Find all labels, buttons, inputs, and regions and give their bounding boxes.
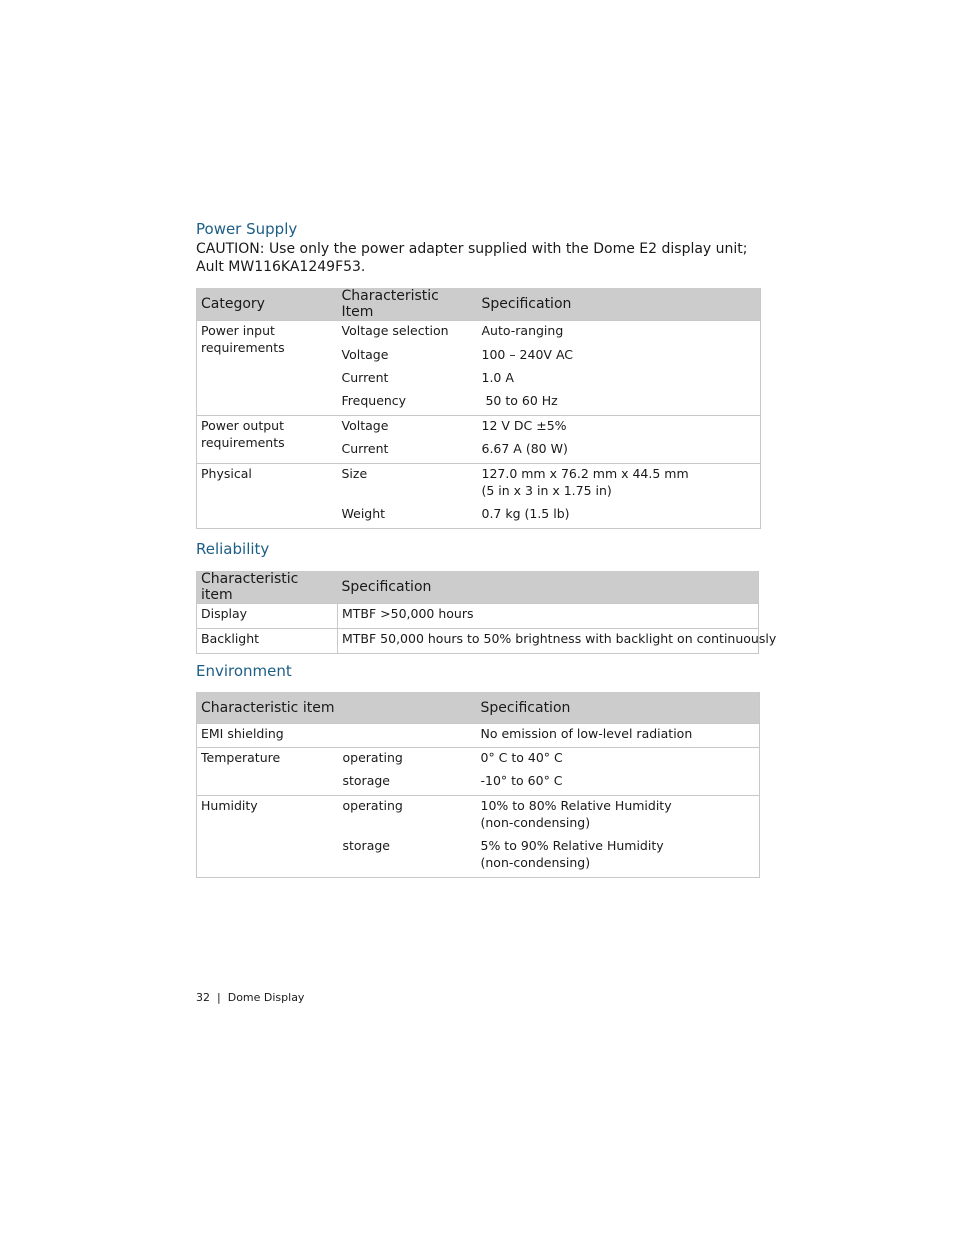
- power-supply-heading: Power Supply: [196, 220, 298, 238]
- spec-line: 10% to 80% Relative Humidity: [480, 798, 672, 813]
- table-header-row: [197, 288, 761, 321]
- sub-item-cell: storage: [342, 773, 390, 788]
- page-number: 32: [196, 991, 210, 1004]
- spec-cell: [478, 464, 761, 506]
- spec-line: (non-condensing): [480, 855, 591, 870]
- spec-cell: 6.67 A (80 W): [481, 441, 568, 456]
- power-input-group: [197, 321, 761, 416]
- item-cell: Weight: [341, 506, 386, 521]
- table-row: [197, 416, 761, 441]
- spec-cell: 0.7 kg (1.5 lb): [481, 506, 570, 521]
- spec-cell: No emission of low-level radiation: [480, 726, 693, 741]
- spec-cell: 100 – 240V AC: [481, 347, 573, 362]
- power-supply-table: [196, 288, 761, 529]
- table-row: [197, 724, 760, 748]
- spec-line: 127.0 mm x 76.2 mm x 44.5 mm: [481, 466, 689, 481]
- table-row: [197, 604, 759, 629]
- spec-cell: 0° C to 40° C: [480, 750, 563, 765]
- item-cell: Frequency: [341, 393, 407, 408]
- item-cell: Humidity: [201, 798, 258, 813]
- spec-line: (5 in x 3 in x 1.75 in): [481, 483, 612, 498]
- category-label: requirements: [201, 435, 285, 450]
- reliability-backlight-group: [197, 629, 777, 654]
- caution-note: [196, 240, 759, 276]
- category-cell: [197, 321, 338, 416]
- environment-table: [196, 692, 760, 878]
- table-row: [197, 464, 761, 506]
- temperature-group: [197, 748, 760, 796]
- item-cell: Display: [201, 606, 248, 621]
- header-blank: [339, 692, 477, 724]
- spec-cell: 50 to 60 Hz: [481, 393, 558, 408]
- table-row: [197, 748, 760, 773]
- header-characteristic-item: Characteristic item: [197, 571, 338, 604]
- category-cell: [197, 416, 338, 464]
- reliability-display-group: [197, 604, 759, 629]
- power-output-group: [197, 416, 761, 464]
- physical-group: [197, 464, 761, 529]
- item-cell: Voltage selection: [341, 323, 449, 338]
- item-cell: Temperature: [201, 750, 281, 765]
- reliability-heading: Reliability: [196, 540, 270, 558]
- table-row: [197, 796, 760, 838]
- spec-cell: 12 V DC ±5%: [481, 418, 567, 433]
- item-cell: Voltage: [341, 347, 389, 362]
- header-characteristic-item: Characteristic item: [197, 692, 339, 724]
- emi-group: [197, 724, 760, 748]
- page-footer: [196, 991, 304, 1004]
- spec-line: (non-condensing): [480, 815, 591, 830]
- category-label: requirements: [201, 340, 285, 355]
- item-cell: Current: [341, 370, 389, 385]
- footer-doc-title: Dome Display: [227, 991, 305, 1004]
- spec-cell: Auto-ranging: [481, 323, 564, 338]
- item-cell: Current: [341, 441, 389, 456]
- spec-cell: -10° to 60° C: [480, 773, 563, 788]
- item-cell: Backlight: [201, 631, 260, 646]
- spec-cell: MTBF >50,000 hours: [338, 604, 759, 629]
- header-characteristic-item: Characteristic Item: [338, 288, 478, 321]
- header-category: Category: [197, 288, 338, 321]
- header-specification: Specification: [477, 692, 760, 724]
- category-label: Power input: [201, 323, 275, 338]
- table-row: [197, 629, 759, 654]
- spec-cell: MTBF 50,000 hours to 50% brightness with backlight on continuously: [338, 629, 759, 654]
- table-row: [197, 321, 761, 347]
- sub-item-cell: operating: [342, 798, 403, 813]
- spec-cell: 1.0 A: [481, 370, 514, 385]
- spec-cell: [477, 796, 760, 838]
- item-cell: Size: [341, 466, 368, 481]
- humidity-group: [197, 796, 760, 878]
- spec-line: 5% to 90% Relative Humidity: [480, 838, 664, 853]
- item-cell: Voltage: [341, 418, 389, 433]
- table-header-row: [197, 692, 760, 724]
- table-header-row: [197, 571, 759, 604]
- sub-item-cell: operating: [342, 750, 403, 765]
- category-label: Power output: [201, 418, 284, 433]
- reliability-table: [196, 571, 777, 654]
- header-specification: Specification: [338, 571, 759, 604]
- environment-heading: Environment: [196, 662, 292, 680]
- sub-item-cell: [339, 724, 477, 748]
- caution-line-1: CAUTION: Use only the power adapter supplied with the Dome E2 display unit;: [196, 241, 748, 257]
- category-cell: [197, 464, 338, 529]
- header-specification: Specification: [478, 288, 761, 321]
- category-label: Physical: [201, 466, 252, 481]
- item-cell: EMI shielding: [201, 726, 284, 741]
- caution-line-2: Ault MW116KA1249F53.: [196, 259, 366, 275]
- spec-cell: [477, 837, 760, 878]
- sub-item-cell: storage: [342, 838, 390, 853]
- footer-separator: |: [217, 991, 221, 1004]
